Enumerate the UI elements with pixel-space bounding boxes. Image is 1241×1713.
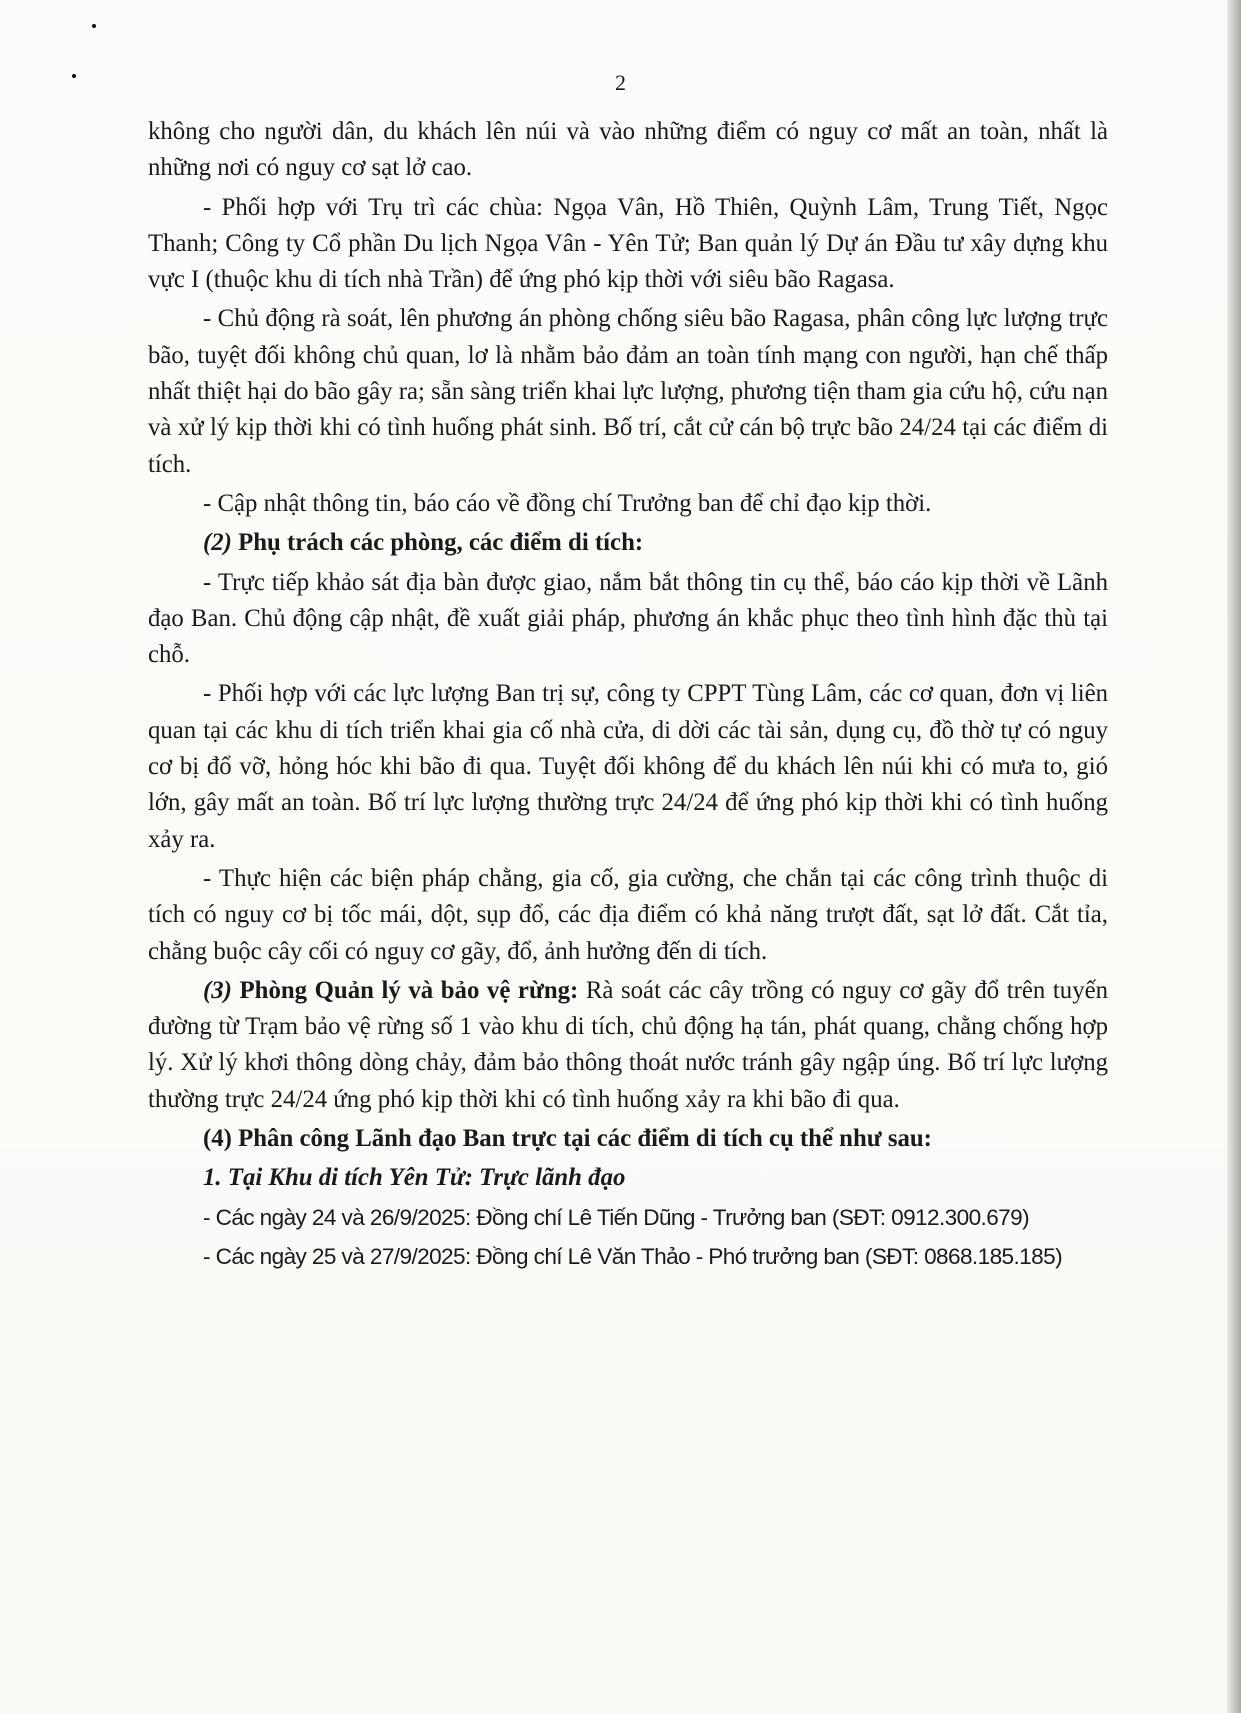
duty-assignment: - Các ngày 25 và 27/9/2025: Đồng chí Lê Văn Thảo - Phó trưởng ban (SĐT: 0868.185.185) <box>203 1243 1063 1269</box>
section-heading-2 <box>148 525 1108 561</box>
document-body <box>148 114 1108 1275</box>
section-number: (2) <box>203 529 232 557</box>
section-3-text: Rà soát các cây trồng có nguy cơ gãy đổ trên tuyến đường từ Trạm bảo vệ rừng số 1 vào khu di tích, chủ động hạ tán, phát quang, chằng chống hợp lý. Xử lý khơi thông dòng chảy, đảm bảo thông thoát nước tránh gây ngập úng. Bố trí lực lượng thường trực 24/24 ứng phó kịp thời khi có tình huống xảy ra khi bão đi qua. <box>148 976 1109 1113</box>
paragraph: - Thực hiện các biện pháp chằng, gia cố, gia cường, che chắn tại các công trình thuộc di tích có nguy cơ bị tốc mái, dột, sụp đổ, các địa điểm có khả năng trượt đất, sạt lở đất. Cắt tỉa, chằng buộc cây cối có nguy cơ gãy, đổ, ảnh hưởng đến di tích. <box>148 864 1108 965</box>
paragraph: - Phối hợp với các lực lượng Ban trị sự, công ty CPPT Tùng Lâm, các cơ quan, đơn vị liên quan tại các khu di tích triển khai gia cố nhà cửa, di dời các tài sản, dụng cụ, đồ thờ tự có nguy cơ bị đổ vỡ, hỏng hóc khi bão đi qua. Tuyệt đối không để du khách lên núi khi có mưa to, gió lớn, gây mất an toàn. Bố trí lực lượng thường trực 24/24 để ứng phó kịp thời khi có tình huống xảy ra. <box>148 680 1108 853</box>
paragraph: không cho người dân, du khách lên núi và vào những điểm có nguy cơ mất an toàn, nhất là những nơi có nguy cơ sạt lở cao. <box>148 118 1108 182</box>
paragraph: - Phối hợp với Trụ trì các chùa: Ngọa Vân, Hồ Thiên, Quỳnh Lâm, Trung Tiết, Ngọc Thanh; Công ty Cổ phần Du lịch Ngọa Vân - Yên Tử; Ban quản lý Dự án Đầu tư xây dựng khu vực I (thuộc khu di tích nhà Trần) để ứng phó kịp thời với siêu bão Ragasa. <box>148 193 1108 294</box>
section-number: (3) <box>203 976 232 1004</box>
section-title: Phụ trách các phòng, các điểm di tích: <box>231 529 644 557</box>
section-heading-4: (4) Phân công Lãnh đạo Ban trực tại các điểm di tích cụ thể như sau: <box>203 1125 932 1153</box>
scan-speck <box>92 24 96 28</box>
page-number: 2 <box>615 70 626 95</box>
section-heading-3 <box>203 977 578 1004</box>
paragraph: - Cập nhật thông tin, báo cáo về đồng chí Trưởng ban để chỉ đạo kịp thời. <box>203 489 932 517</box>
duty-assignment: - Các ngày 24 và 26/9/2025: Đồng chí Lê Tiến Dũng - Trưởng ban (SĐT: 0912.300.679) <box>203 1204 1030 1230</box>
section-title: Phòng Quản lý và bảo vệ rừng: <box>231 976 579 1004</box>
paragraph: - Trực tiếp khảo sát địa bàn được giao, nắm bắt thông tin cụ thể, báo cáo kịp thời về Lãnh đạo Ban. Chủ động cập nhật, đề xuất giải pháp, phương án khắc phục theo tình hình đặc thù tại chỗ. <box>148 568 1108 669</box>
section-3-paragraph <box>148 973 1108 1118</box>
page-edge-shadow <box>1227 0 1241 1713</box>
paragraph: - Chủ động rà soát, lên phương án phòng chống siêu bão Ragasa, phân công lực lượng trực bão, tuyệt đối không chủ quan, lơ là nhằm bảo đảm an toàn tính mạng con người, hạn chế thấp nhất thiệt hại do bão gây ra; sẵn sàng triển khai lực lượng, phương tiện tham gia cứu hộ, cứu nạn và xử lý kịp thời khi có tình huống phát sinh. Bố trí, cắt cử cán bộ trực bão 24/24 tại các điểm di tích. <box>148 305 1108 478</box>
subsection-heading: 1. Tại Khu di tích Yên Tử: Trực lãnh đạo <box>203 1164 626 1192</box>
